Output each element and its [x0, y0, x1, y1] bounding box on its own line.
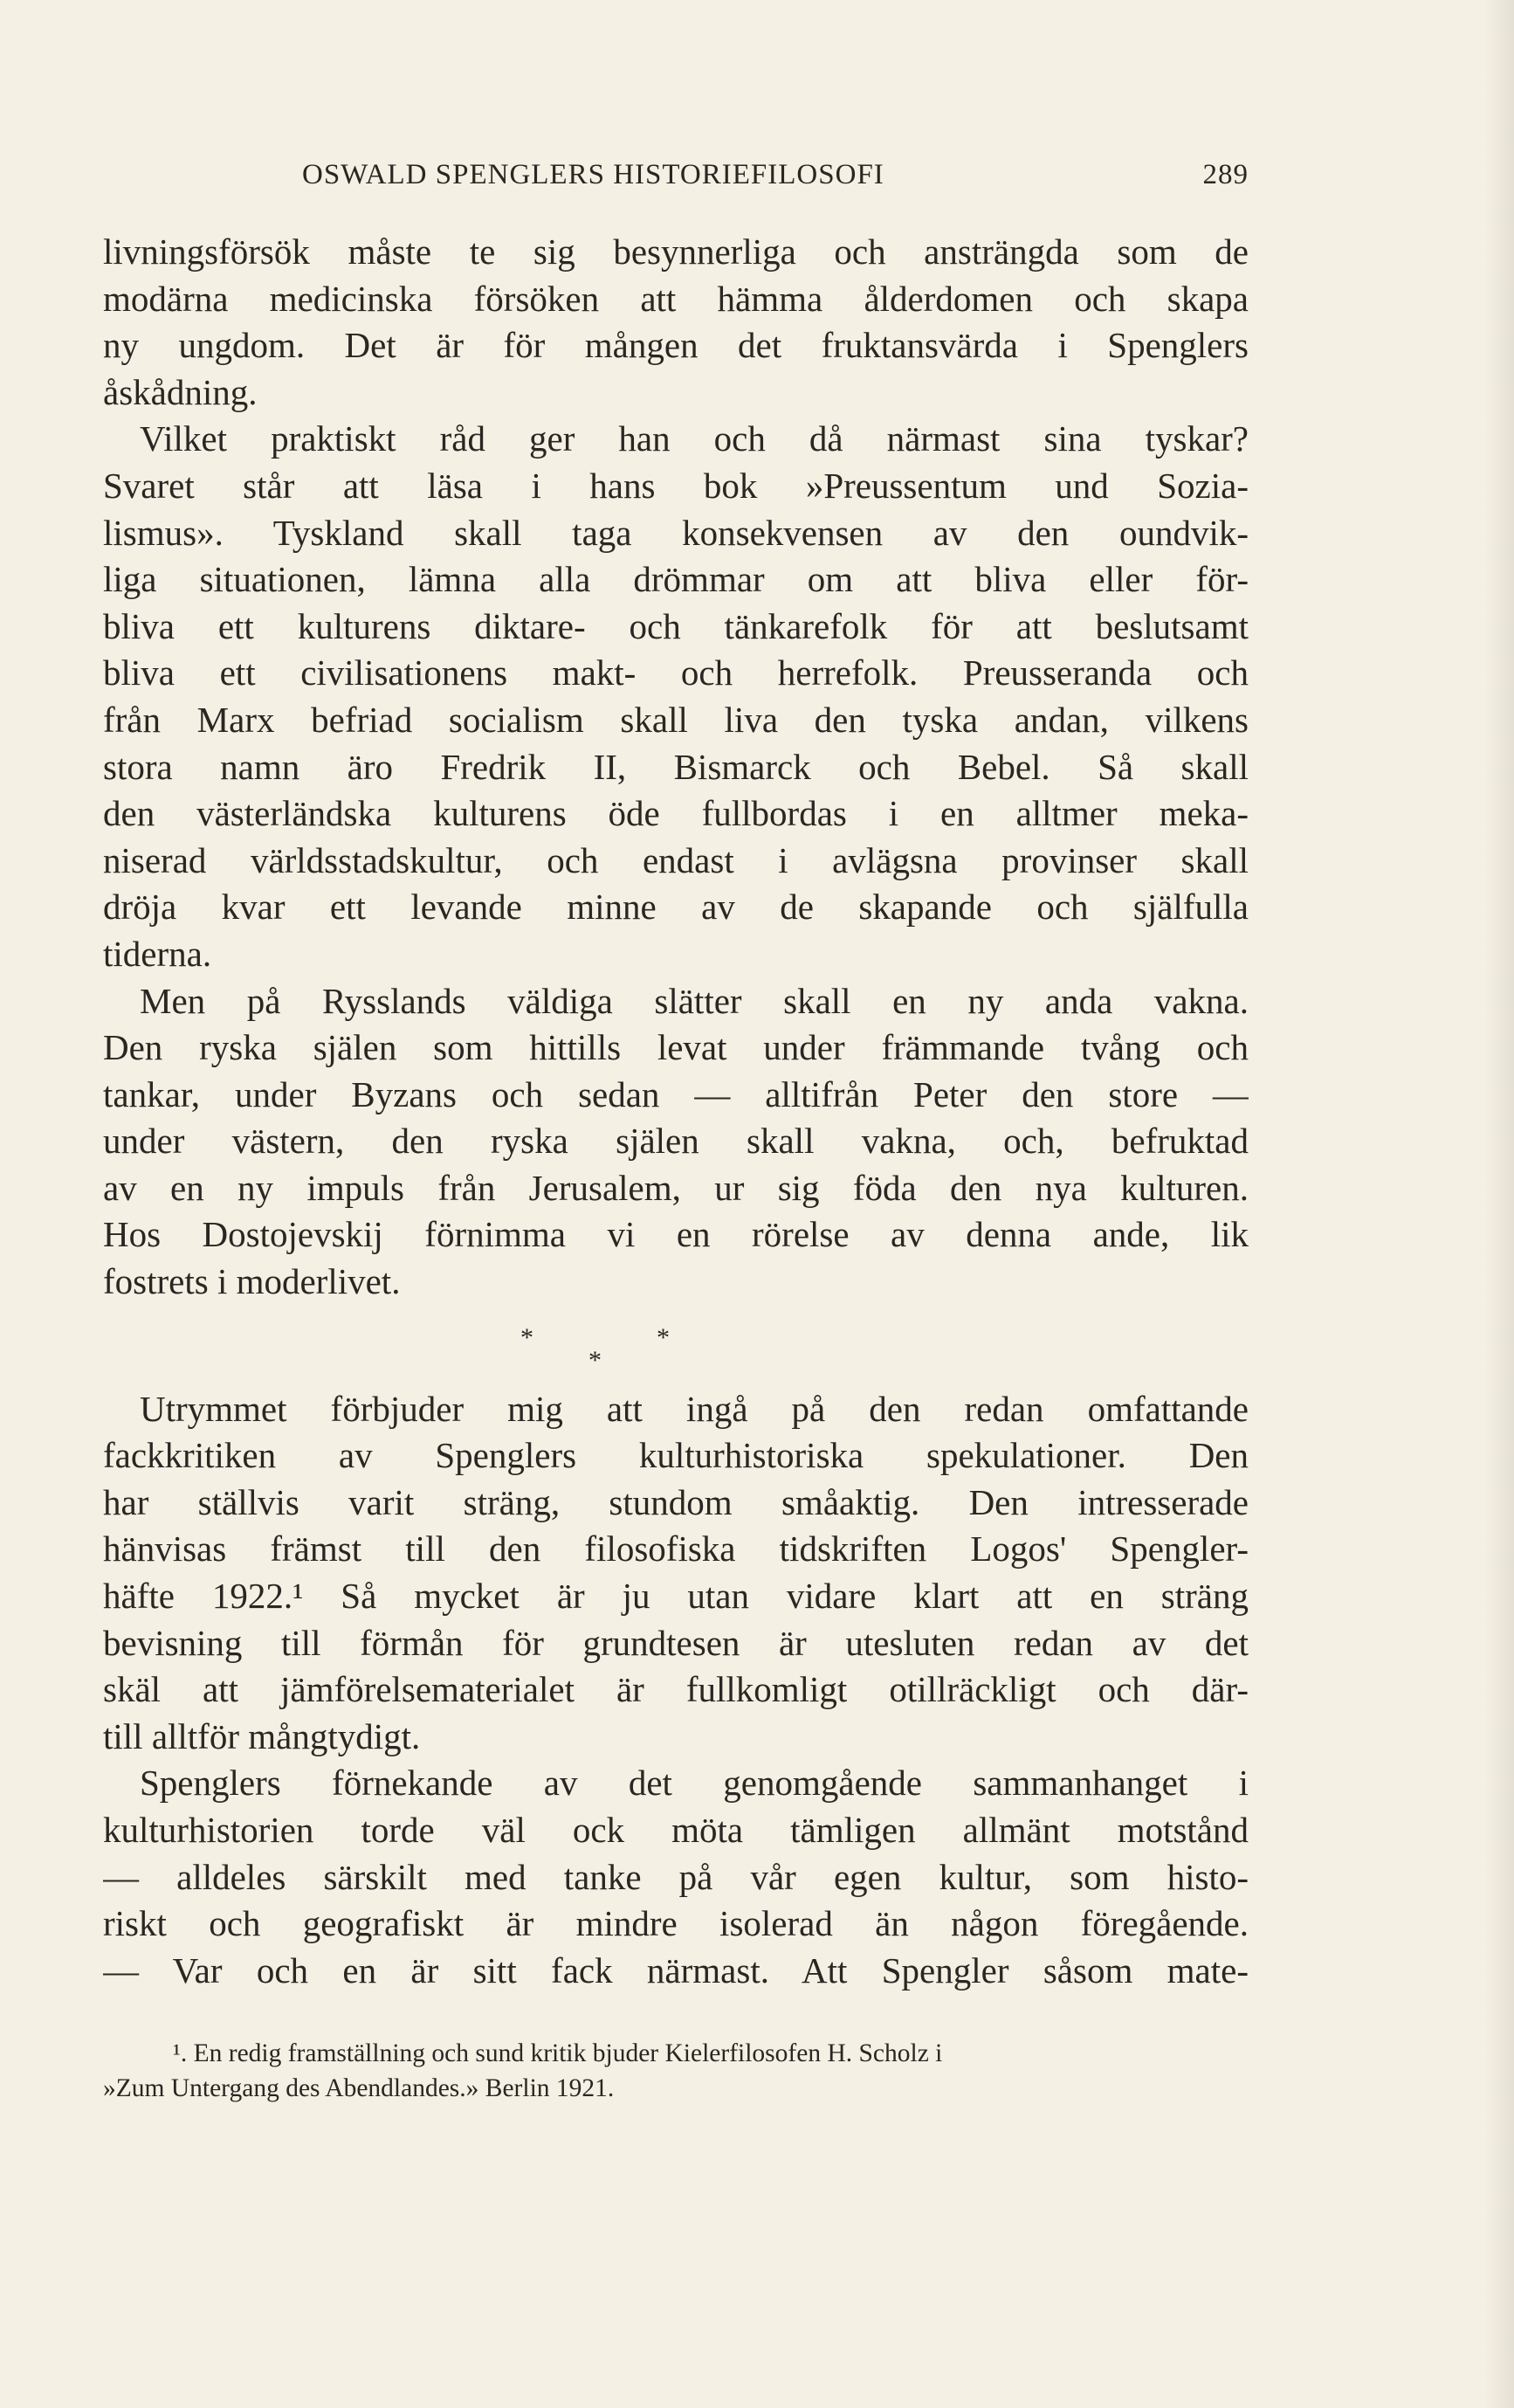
text-line: kulturhistorien torde väl ock möta tämligen allmänt motstånd	[103, 1810, 1249, 1850]
text-line: — alldeles särskilt med tanke på vår egen kultur, som histo-	[103, 1856, 1249, 1897]
footnote-line: ¹. En redig framställning och sund kritik bjuder Kielerfilosofen H. Scholz i	[173, 2039, 943, 2068]
paragraph-1	[103, 229, 1249, 416]
text-line: under västern, den ryska själen skall vakna, och, befruktad	[103, 1121, 1249, 1162]
text-line: Utrymmet förbjuder mig att ingå på den redan omfattande	[140, 1388, 1249, 1429]
text-line: Men på Rysslands väldiga slätter skall en ny anda vakna.	[140, 980, 1249, 1021]
text-line: ny ungdom. Det är för mången det fruktansvärda i Spenglers	[103, 325, 1249, 366]
text-line: har ställvis varit sträng, stundom småaktig. Den intresserade	[103, 1481, 1249, 1522]
text-line: niserad världsstadskultur, och endast i avlägsna provinser skall	[103, 839, 1249, 880]
text-line: hänvisas främst till den filosofiska tidskriften Logos' Spengler-	[103, 1528, 1249, 1570]
running-title: OSWALD SPENGLERS HISTORIEFILOSOFI	[302, 159, 884, 190]
footnote	[103, 2036, 1249, 2106]
text-line: Vilket praktiskt råd ger han och då närmast sina tyskar?	[140, 418, 1249, 459]
text-line: stora namn äro Fredrik II, Bismarck och Bebel. Så skall	[103, 746, 1249, 787]
text-line: skäl att jämförelsematerialet är fullkomligt otillräckligt och där-	[103, 1669, 1249, 1710]
text-line: Hos Dostojevskij förnimma vi en rörelse av denna ande, lik	[103, 1214, 1249, 1255]
text-line: åskådning.	[103, 371, 258, 412]
text-line: dröja kvar ett levande minne av de skapande och själfulla	[103, 887, 1249, 928]
text-line: livningsförsök måste te sig besynnerliga och ansträngda som de	[103, 231, 1249, 272]
text-line: lismus». Tyskland skall taga konsekvensen av den oundvik-	[103, 512, 1249, 553]
text-line: häfte 1922.¹ Så mycket är ju utan vidare klart att en sträng	[103, 1576, 1249, 1617]
asterisk: *	[520, 1322, 533, 1352]
footnote-line: »Zum Untergang des Abendlandes.» Berlin 1921.	[103, 2074, 615, 2103]
text-line: av en ny impuls från Jerusalem, ur sig föda den nya kulturen.	[103, 1167, 1249, 1208]
text-line: Svaret står att läsa i hans bok »Preussentum und Sozia-	[103, 465, 1249, 506]
text-line: från Marx befriad socialism skall liva den tyska andan, vilkens	[103, 699, 1249, 740]
paragraph-4	[103, 1386, 1249, 1761]
text-line: Spenglers förnekande av det genomgående sammanhanget i	[140, 1763, 1249, 1804]
section-break-asterism	[103, 1306, 1249, 1386]
text-line: liga situationen, lämna alla drömmar om att bliva eller för-	[103, 559, 1249, 600]
text-line: — Var och en är sitt fack närmast. Att Spengler såsom mate-	[103, 1949, 1249, 1991]
text-line: Den ryska själen som hittills levat under främmande tvång och	[103, 1027, 1249, 1068]
page-number: 289	[1202, 159, 1249, 190]
text-line: tankar, under Byzans och sedan — alltifrån Peter den store —	[103, 1073, 1249, 1114]
running-head	[103, 159, 1249, 194]
text-line: tiderna.	[103, 933, 212, 974]
asterisk: *	[657, 1322, 670, 1352]
text-line: fackkritiken av Spenglers kulturhistoriska spekulationer. Den	[103, 1435, 1249, 1476]
asterisk: *	[588, 1345, 602, 1375]
text-line: till alltför mångtydigt.	[103, 1715, 421, 1756]
paragraph-3	[103, 978, 1249, 1306]
text-line: den västerländska kulturens öde fullbordas i en alltmer meka-	[103, 793, 1249, 834]
footnote-gap	[103, 1994, 1249, 2036]
text-line: modärna medicinska försöken att hämma ålderdomen och skapa	[103, 278, 1249, 319]
paragraph-5	[103, 1760, 1249, 1994]
page-edge-shadow	[1484, 0, 1514, 2408]
text-line: fostrets i moderlivet.	[103, 1261, 401, 1302]
text-line: bevisning till förmån för grundtesen är utesluten redan av det	[103, 1622, 1249, 1663]
text-line: riskt och geografiskt är mindre isolerad än någon föregående.	[103, 1903, 1249, 1944]
body-text	[103, 229, 1249, 2106]
paragraph-2	[103, 416, 1249, 977]
text-line: bliva ett civilisationens makt- och herrefolk. Preusseranda och	[103, 652, 1249, 693]
text-line: bliva ett kulturens diktare- och tänkarefolk för att beslutsamt	[103, 605, 1249, 646]
